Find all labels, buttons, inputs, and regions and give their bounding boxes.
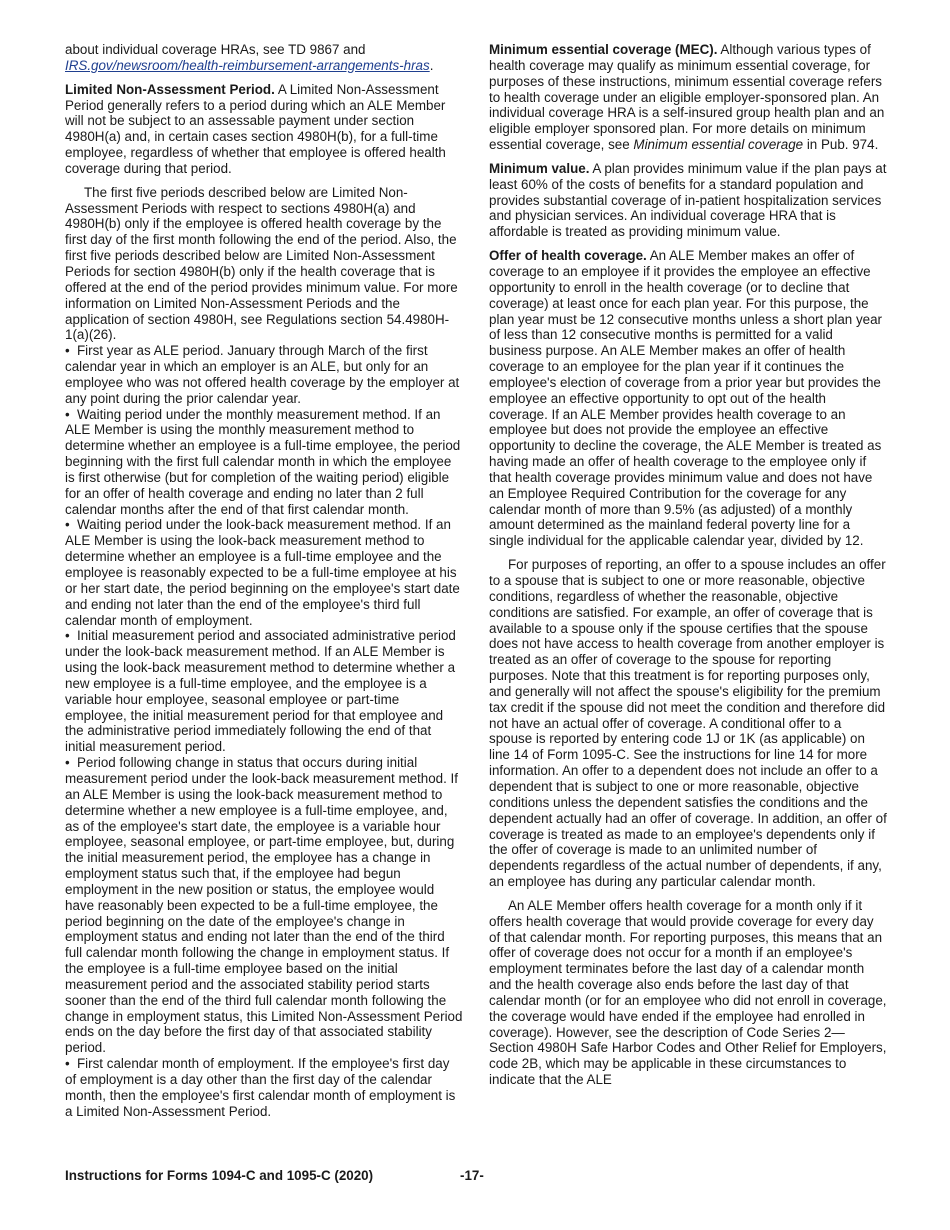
list-item <box>65 1056 463 1119</box>
right-column <box>489 42 887 1096</box>
bullet-marker <box>65 407 77 422</box>
list-item <box>65 517 463 628</box>
mec-paragraph <box>489 42 887 153</box>
bullet-marker <box>65 628 77 643</box>
list-item <box>65 407 463 518</box>
intro-end: . <box>429 57 434 73</box>
intro-text: about individual coverage HRAs, see TD 9867 and <box>65 42 366 57</box>
footer-title: Instructions for Forms 1094-C and 1095-C (2020) <box>65 1168 374 1183</box>
ohc-body: An ALE Member makes an offer of coverage to an employee if it provides the employee an effective opportunity to enroll in the health coverage (or to decline that coverage) at least once for each plan year. For this purpose, the plan year must be 12 consecutive months unless a short plan year of less than 12 consecutive months is permitted for a valid business purpose. An ALE Member makes an offer of health coverage to an employee for the plan year if it continues the employee's election of coverage from a prior year but provides the employee an effective opportunity to opt out of the health coverage. If an ALE Member provides health coverage to an employee but does not provide the employee an effective opportunity to decline the coverage, the ALE Member is treated as having made an offer of health coverage to the employee only if that health coverage provides minimum value and does not have an Employee Required Contribution for the coverage for any calendar month of more than 9.5% (as adjusted) of a monthly amount determined as the mainland federal poverty line for a single individual for the applicable calendar year, divided by 12. <box>489 248 883 549</box>
left-column <box>65 42 463 1120</box>
bullet-text: Waiting period under the monthly measurement method. If an ALE Member is using the monthly measurement method to determine whether an employee is a full-time employee, the period beginning with the first full calendar month in which the employee is first otherwise (but for completion of the waiting period) eligible for an offer of health coverage and ending no later than 2 full calendar months after the end of that first calendar month. <box>65 406 461 517</box>
bullet-text: First calendar month of employment. If the employee's first day of employment is a day other than the first day of the calendar month, then the employee's first calendar month of employment is a Limited Non-Assessment Period. <box>65 1056 456 1119</box>
page-number: -17- <box>460 1168 484 1183</box>
bullet-text: Waiting period under the look-back measurement method. If an ALE Member is using the look-back measurement method to determine whether an employee is a full-time employee and the employee is reasonably expected to be a full-time employee at his or her start date, the period beginning on the employee's start date and ending not later than the end of the employee's third full calendar month of employment. <box>65 517 460 628</box>
mv-heading: Minimum value. <box>489 160 590 176</box>
mec-reference: Minimum essential coverage <box>633 137 804 153</box>
list-item <box>65 628 463 755</box>
mv-paragraph <box>489 161 887 240</box>
bullet-text: First year as ALE period. January through March of the first calendar year in which an employer is an ALE, but only for an employee who was not offered health coverage by the employer at any point during the prior calendar year. <box>65 343 460 406</box>
bullet-marker <box>65 755 77 770</box>
list-item <box>65 755 463 1056</box>
ohc-heading: Offer of health coverage. <box>489 248 647 264</box>
bullet-marker <box>65 1056 77 1071</box>
lnap-paragraph-2: The first five periods described below are Limited Non-Assessment Periods with respect to sections 4980H(a) and 4980H(b) only if the employee is offered health coverage by the first day of the first month following the end of the period. Also, the first five periods described below are Limited Non-Assessment Periods for section 4980H(b) only if the health coverage that is offered at the end of the period provides minimum value. For more information on Limited Non-Assessment Periods and the application of section 4980H, see Regulations section 54.4980H-1(a)(26). <box>65 184 458 343</box>
lnap-body: A Limited Non-Assessment Period generally refers to a period during which an ALE Member will not be subject to an assessable payment under section 4980H(a) and, in certain cases section 4980H(b), for a full-time employee, regardless of whether that employee is offered health coverage during that period. <box>65 81 446 176</box>
bullet-marker <box>65 517 77 532</box>
mec-body: Although various types of health coverage may qualify as minimum essential coverage, for purposes of these instructions, minimum essential coverage refers to health coverage under an eligible employer-sponsored plan. An individual coverage HRA is a self-insured group health plan and an eligible employer sponsored plan. For more details on minimum essential coverage, see <box>489 42 885 153</box>
mec-heading: Minimum essential coverage (MEC). <box>489 42 718 57</box>
ohc-paragraph <box>489 248 887 549</box>
irs-hra-link[interactable]: IRS.gov/newsroom/health-reimbursement-arrangements-hras <box>65 57 430 73</box>
bullet-text: Initial measurement period and associated administrative period under the look-back measurement method. If an ALE Member is using the look-back measurement method to determine whether a new employee is a full-time employee, and the employee is a variable hour employee, seasonal employee or part-time employee, the initial measurement period for that employee and the administrative period immediately following the end of that initial measurement period. <box>65 628 456 755</box>
month-paragraph: An ALE Member offers health coverage for a month only if it offers health coverage that would provide coverage for every day of that calendar month. For reporting purposes, this means that an offer of coverage does not occur for a month if an employee's employment terminates before the last day of a calendar month and the health coverage also ends before the last day of that calendar month (or for an employee who did not enroll in coverage, the coverage would have ended if the employee had enrolled in coverage). However, see the description of Code Series 2—Section 4980H Safe Harbor Codes and Other Relief for Employers, code 2B, which may be applicable in these circumstances to indicate that the ALE <box>489 897 887 1088</box>
lnap-paragraph <box>65 82 463 177</box>
list-item <box>65 343 463 406</box>
intro-paragraph <box>65 42 463 74</box>
mec-end: in Pub. 974. <box>803 137 879 153</box>
spouse-paragraph: For purposes of reporting, an offer to a spouse includes an offer to a spouse that is subject to one or more reasonable, objective conditions, regardless of whether the reasonable, objective conditions are satisfied. For example, an offer of coverage that is available to a spouse only if the spouse certifies that the spouse does not have access to health coverage from another employer is treated as an offer of coverage to the spouse for reporting purposes. Note that this treatment is for reporting purposes only, and generally will not affect the spouse's eligibility for the premium tax credit if the spouse did not meet the condition and therefore did not have an actual offer of coverage. A conditional offer to a spouse is reported by entering code 1J or 1K (as applicable) on line 14 of Form 1095-C. See the instructions for line 14 for more information. An offer to a dependent does not include an offer to a dependent that is subject to one or more reasonable, objective conditions unless the dependent satisfies the conditions and the dependent actually had an offer of coverage. In addition, an offer of coverage is treated as made to an employee's dependents only if the offer of coverage is made to an unlimited number of dependents regardless of the actual number of dependents, if any, an employee has during any particular calendar month. <box>489 557 887 890</box>
bullet-marker <box>65 343 77 358</box>
bullet-text: Period following change in status that occurs during initial measurement period under the look-back measurement method. If an ALE Member is using the look-back measurement method to determine whether a new employee is a full-time employee, and, as of the employee's start date, the employee is a variable hour employee, seasonal employee, or part-time employee, but, during the initial measurement period, the employee has a change in employment status such that, if the employee had begun employment in the new position or status, the employee would have reasonably been expected to be a full-time employee, the period beginning on the date of the employee's change in employment status and ending not later than the end of the third full calendar month following the change in employment status. If the employee is a full-time employee based on the initial measurement period and the associated stability period starts sooner than the end of the third full calendar month following the change in employment status, this Limited Non-Assessment Period ends on the day before the first day of that associated stability period. <box>65 755 463 1056</box>
mv-body: A plan provides minimum value if the plan pays at least 60% of the costs of benefits for a standard population and provides substantial coverage of in-patient hospitalization services and physician services. An individual coverage HRA that is affordable is treated as providing minimum value. <box>489 160 887 240</box>
lnap-heading: Limited Non-Assessment Period. <box>65 81 275 97</box>
